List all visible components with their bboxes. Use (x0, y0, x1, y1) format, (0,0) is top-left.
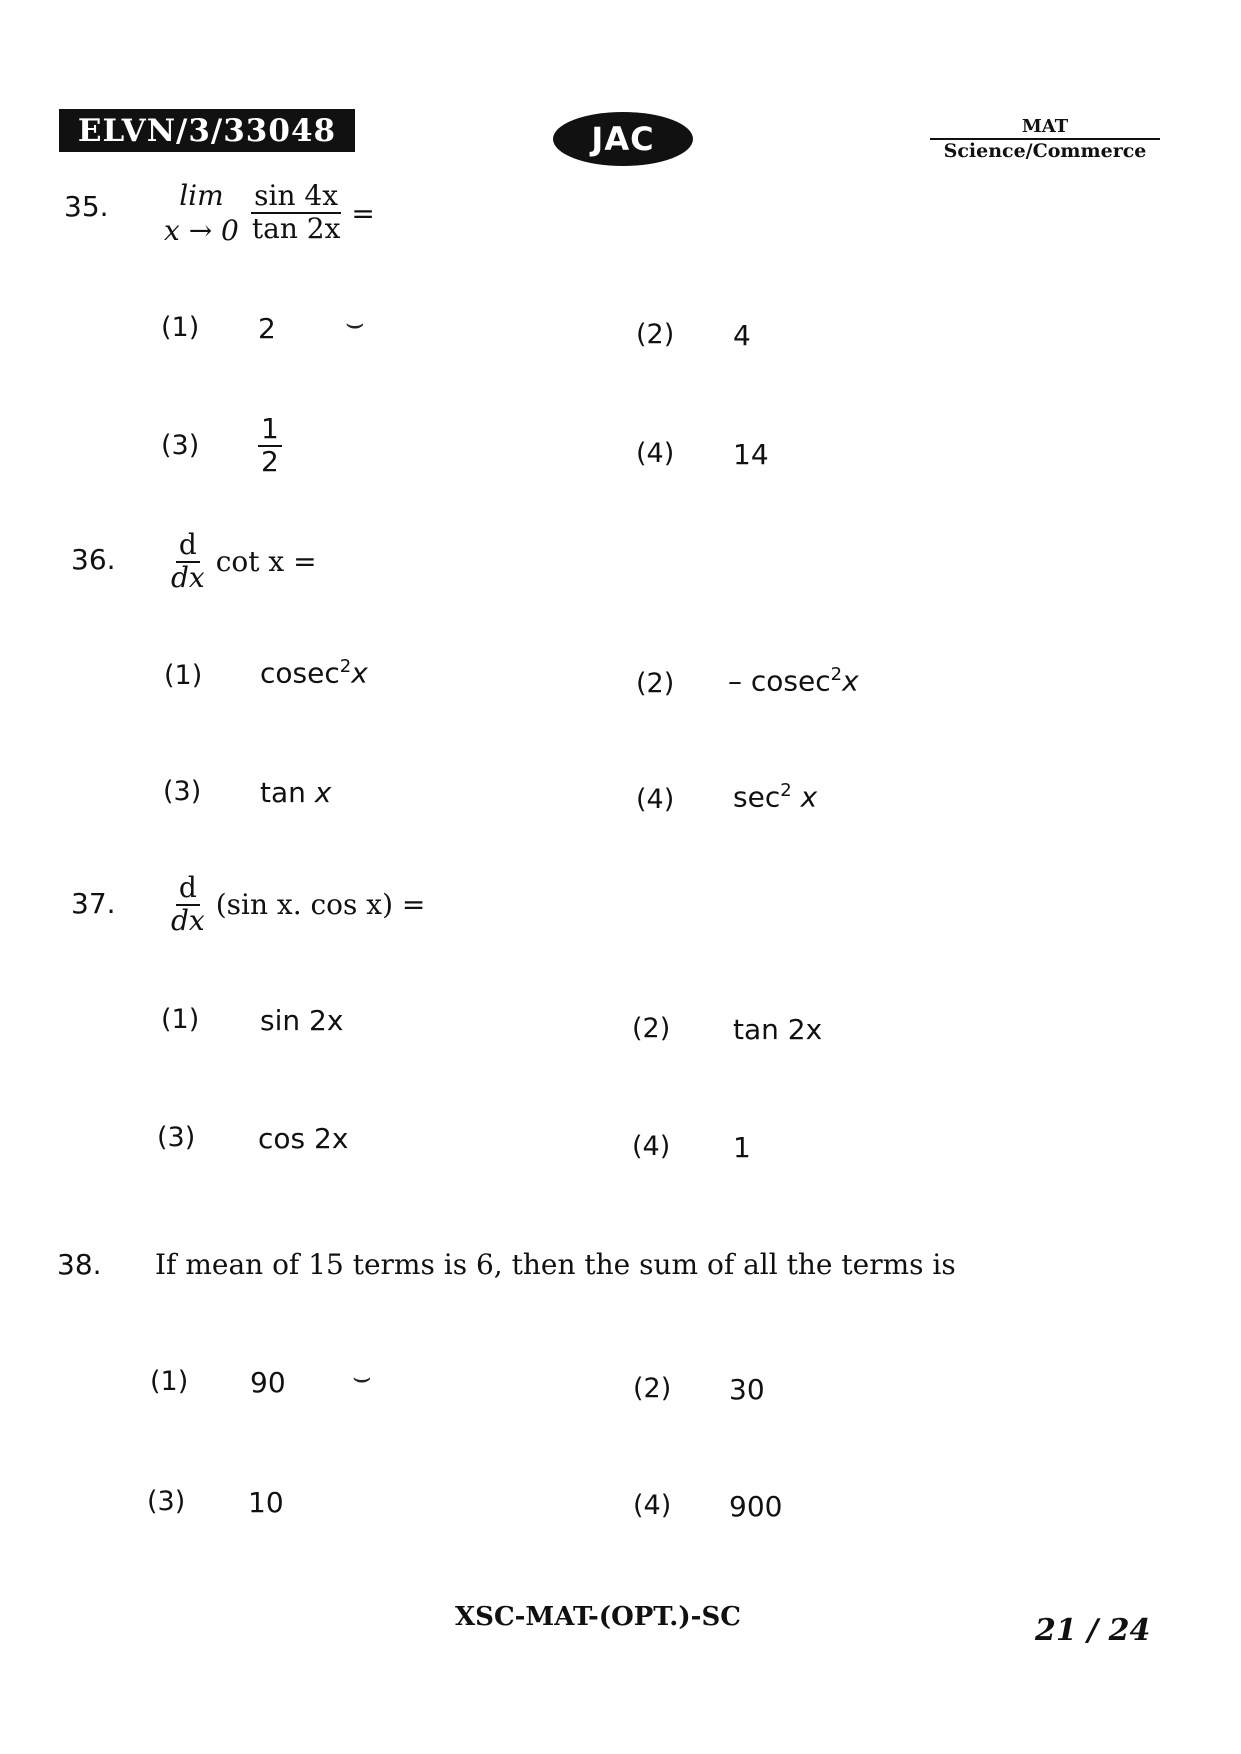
subject-name: MAT (930, 118, 1160, 140)
option-value (258, 414, 282, 478)
expression-body: cot x = (215, 545, 317, 579)
option-value (260, 776, 331, 809)
question-number: 38. (57, 1248, 102, 1281)
option-number: (1) (150, 1366, 189, 1397)
lim-approach: x → 0 (164, 214, 239, 247)
fraction-denominator: 2 (261, 444, 279, 478)
fraction-denominator: dx (171, 560, 205, 594)
subject-label (930, 118, 1160, 161)
half-fraction (258, 414, 282, 478)
fraction-denominator: dx (171, 903, 205, 937)
fraction-numerator: 1 (258, 414, 282, 447)
exponent: 2 (780, 780, 792, 801)
function-name: – cosec (728, 664, 831, 698)
equals-sign: = (351, 196, 375, 230)
option-number: (2) (633, 1373, 672, 1404)
board-logo: JAC (553, 112, 693, 166)
fraction-numerator: d (176, 873, 200, 906)
question-text: If mean of 15 terms is 6, then the sum of all the terms is (155, 1248, 956, 1281)
option-number: (4) (636, 784, 675, 815)
option-number: (2) (636, 319, 675, 350)
fraction-numerator: sin 4x (251, 181, 341, 214)
option-number: (3) (147, 1486, 186, 1517)
option-number: (4) (632, 1131, 671, 1162)
option-number: (2) (632, 1013, 671, 1044)
question-number: 37. (71, 887, 116, 920)
option-value: 30 (729, 1373, 765, 1406)
option-number: (1) (161, 312, 200, 343)
option-value (260, 656, 368, 689)
limit-fraction (249, 181, 343, 245)
option-value: sin 2x (260, 1004, 344, 1037)
option-number: (1) (161, 1004, 200, 1035)
variable: x (842, 664, 859, 698)
function-name: tan (260, 776, 306, 809)
option-value (728, 664, 859, 697)
option-value: 4 (733, 319, 751, 352)
option-number: (2) (636, 668, 675, 699)
question-35-expression (164, 178, 375, 248)
variable: x (351, 656, 368, 690)
lim-label: lim (179, 179, 224, 212)
option-number: (1) (164, 660, 203, 691)
variable: x (800, 780, 818, 814)
option-value: cos 2x (258, 1122, 349, 1155)
question-36-expression (168, 530, 317, 594)
fraction-numerator: d (176, 530, 200, 563)
derivative-operator (168, 873, 208, 937)
fraction-denominator: tan 2x (251, 212, 341, 245)
option-value: 90 (250, 1366, 286, 1399)
stream-name: Science/Commerce (943, 140, 1147, 162)
derivative-operator (168, 530, 208, 594)
tick-mark-icon: ⌣ (345, 306, 365, 341)
function-name: sec (733, 780, 781, 814)
paper-code: ELVN/3/33048 (59, 109, 355, 152)
option-value: 10 (248, 1486, 284, 1519)
tick-mark-icon: ⌣ (352, 1360, 372, 1395)
function-name: cosec (260, 656, 340, 690)
option-number: (3) (163, 776, 202, 807)
expression-body: (sin x. cos x) = (215, 888, 426, 922)
variable: x (314, 776, 332, 809)
exponent: 2 (339, 656, 352, 677)
option-value: tan 2x (733, 1013, 823, 1046)
option-value: 2 (258, 312, 276, 345)
exponent: 2 (830, 664, 843, 685)
option-value: 14 (733, 438, 769, 471)
footer-paper-code: XSC-MAT-(OPT.)-SC (455, 1602, 741, 1632)
option-value: 900 (729, 1490, 783, 1523)
page-number: 21 / 24 (1035, 1613, 1151, 1648)
option-number: (4) (636, 438, 675, 469)
question-37-expression (168, 873, 425, 937)
option-value: 1 (733, 1131, 751, 1164)
option-number: (4) (633, 1490, 672, 1521)
option-number: (3) (161, 430, 200, 461)
question-number: 35. (64, 190, 109, 223)
option-number: (3) (157, 1122, 196, 1153)
option-value (733, 780, 817, 813)
question-number: 36. (71, 543, 116, 576)
